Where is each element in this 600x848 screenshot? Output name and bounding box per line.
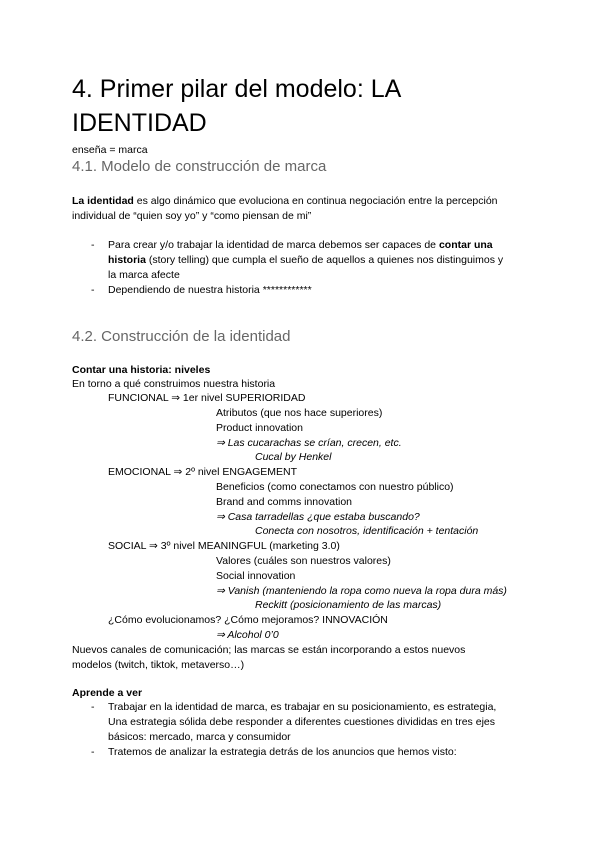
- social-label: SOCIAL ⇒ 3º nivel MEANINGFUL (marketing 3.0): [108, 540, 340, 552]
- evolucion-label: ¿Cómo evolucionamos? ¿Cómo mejoramos? INNOVACIÓN: [108, 614, 388, 626]
- aprende-bullet1-line1: Trabajar en la identidad de marca, es trabajar en su posicionamiento, es estrategia,: [108, 701, 497, 713]
- bullet1-line1: [108, 238, 493, 253]
- social-line3: ⇒ Vanish (manteniendo la ropa como nueva la ropa dura más): [216, 585, 507, 597]
- section-heading-4-1: 4.1. Modelo de construcción de marca: [72, 158, 327, 175]
- funcional-line4: Cucal by Henkel: [255, 451, 332, 463]
- funcional-line2: Product innovation: [216, 422, 303, 434]
- levels-title: Contar una historia: niveles: [72, 364, 211, 376]
- aprende-bullet1-line3: básicos: mercado, marca y consumidor: [108, 731, 291, 743]
- bullet1-line2: [108, 253, 503, 268]
- evolucion-line1: ⇒ Alcohol 0’0: [216, 629, 279, 641]
- identity-paragraph-line1: [72, 194, 498, 209]
- bullet2: Dependiendo de nuestra historia ************: [108, 284, 312, 296]
- funcional-line1: Atributos (que nos hace superiores): [216, 407, 383, 419]
- levels-intro: En torno a qué construimos nuestra historia: [72, 378, 276, 390]
- bullet1-line3: la marca afecte: [108, 269, 180, 281]
- subtitle-note: enseña = marca: [72, 144, 148, 156]
- bullet1-text2: (story telling) que cumpla el sueño de aquellos a quienes nos distinguimos y: [145, 254, 504, 266]
- section-heading-4-2: 4.2. Construcción de la identidad: [72, 328, 291, 345]
- aprende-bullet2: Tratemos de analizar la estrategia detrás de los anuncios que hemos visto:: [108, 746, 457, 758]
- bullet-dash: -: [91, 701, 95, 713]
- identity-paragraph-line2: individual de “quien soy yo” y “como piensan de mi”: [72, 210, 312, 222]
- emocional-line2: Brand and comms innovation: [216, 496, 352, 508]
- bullet1-bold: contar una: [438, 239, 493, 251]
- emocional-line1: Beneficios (como conectamos con nuestro público): [216, 481, 454, 493]
- social-line4: Reckitt (posicionamiento de las marcas): [255, 599, 442, 611]
- bullet-dash: -: [91, 284, 95, 296]
- page-title-line1: 4. Primer pilar del modelo: LA: [72, 75, 402, 103]
- bullet1-bold2: historia: [108, 254, 146, 266]
- social-line2: Social innovation: [216, 570, 296, 582]
- funcional-label: FUNCIONAL ⇒ 1er nivel SUPERIORIDAD: [108, 392, 306, 404]
- page-title-line2: IDENTIDAD: [72, 109, 207, 137]
- emocional-line3: ⇒ Casa tarradellas ¿que estaba buscando?: [216, 511, 420, 523]
- aprende-heading: Aprende a ver: [72, 687, 143, 699]
- canales-line1: Nuevos canales de comunicación; las marcas se están incorporando a estos nuevos: [72, 644, 466, 656]
- canales-line2: modelos (twitch, tiktok, metaverso…): [72, 659, 245, 671]
- bullet-dash: -: [91, 746, 95, 758]
- emocional-label: EMOCIONAL ⇒ 2º nivel ENGAGEMENT: [108, 466, 298, 478]
- aprende-bullet1-line2: Una estrategia sólida debe responder a diferentes cuestiones divididas en tres ejes: [108, 716, 495, 728]
- funcional-line3: ⇒ Las cucarachas se crían, crecen, etc.: [216, 437, 402, 449]
- bullet1-text: Para crear y/o trabajar la identidad de marca debemos ser capaces de: [108, 239, 439, 251]
- emocional-line4: Conecta con nosotros, identificación + tentación: [255, 525, 479, 537]
- social-line1: Valores (cuáles son nuestros valores): [216, 555, 391, 567]
- identity-text: es algo dinámico que evoluciona en continua negociación entre la percepción: [133, 195, 498, 207]
- identity-term: La identidad: [72, 195, 134, 207]
- bullet-dash: -: [91, 239, 95, 251]
